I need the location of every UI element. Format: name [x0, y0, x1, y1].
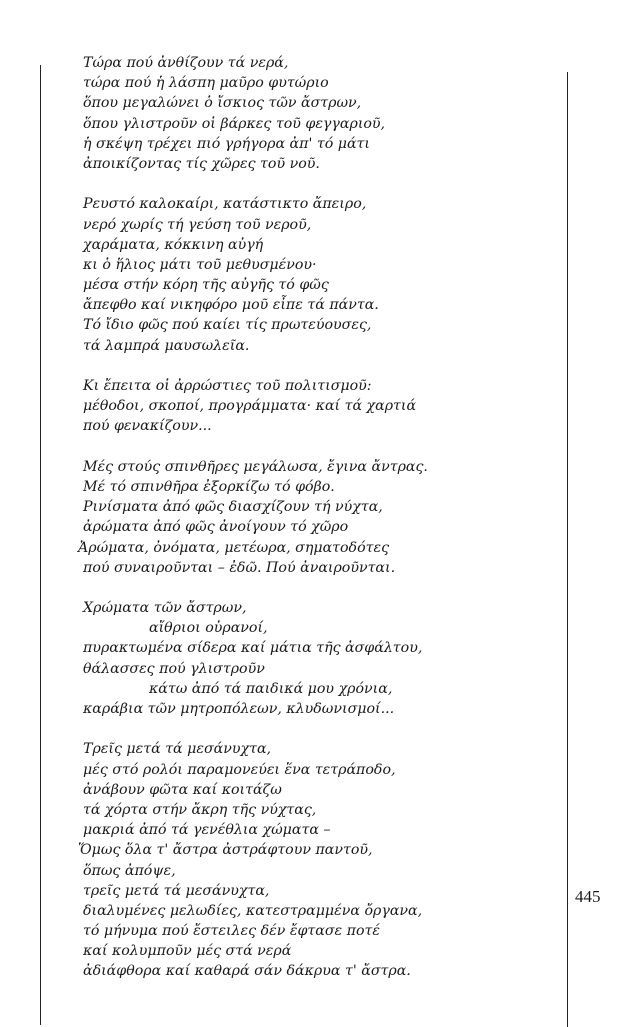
poem-line: Κι ἔπειτα οἱ ἀρρώστιες τοῦ πολιτισμοῦ: [83, 378, 372, 394]
poem-line: μές στό ρολόι παραμονεύει ἕνα τετράποδο, [83, 761, 396, 778]
poem-line: νερό χωρίς τή γεύση τοῦ νεροῦ, [83, 216, 312, 233]
poem-line: τρεῖς μετά τά μεσάνυχτα, [83, 882, 270, 899]
poem-line: ἄπεφθο καί νικηφόρο μοῦ εἶπε τά πάντα. [83, 297, 379, 314]
poem-line: πυρακτωμένα σίδερα καί μάτια τῆς ἀσφάλτου, [83, 640, 423, 657]
stanza-gap [83, 437, 553, 457]
poem-line: κάτω ἀπό τά παιδικά μου χρόνια, [149, 680, 393, 697]
poem-line: ἀδιάφθορα καί καθαρά σάν δάκρυα τ' ἄστρα. [83, 963, 411, 980]
poem-line: πού φενακίζουν... [83, 418, 212, 435]
poem-line: Ὅμως ὅλα τ' ἄστρα ἀστράφτουν παντοῦ, [78, 842, 373, 859]
poem-line: μακριά ἀπό τά γενέθλια χώματα – [83, 822, 331, 839]
poem-line: ὅπως ἀπόψε, [83, 862, 176, 879]
poem-line: Τώρα πού ἀνθίζουν τά νερά, [83, 55, 289, 71]
poem-line: Χρώματα τῶν ἄστρων, [83, 600, 247, 617]
poem-line: Τό ἴδιο φῶς πού καίει τίς πρωτεύουσες, [83, 317, 372, 334]
poem-line: καράβια τῶν μητροπόλεων, κλυδωνισμοί... [83, 701, 395, 717]
stanza [83, 598, 553, 719]
poem-line: Τρεῖς μετά τά μεσάνυχτα, [83, 741, 272, 758]
poem-line: Μές στούς σπινθῆρες μεγάλωσα, ἔγινα ἄντρας. [83, 458, 428, 475]
poem-body [78, 53, 553, 982]
poem-line: διαλυμένες μελωδίες, κατεστραμμένα ὄργανα, [83, 902, 423, 919]
poem-line: Ἀρώματα, ὀνόματα, μετέωρα, σηματοδότες [78, 539, 390, 556]
page-number: 445 [575, 887, 601, 906]
poem-line: Ρευστό καλοκαίρι, κατάστικτο ἄπειρο, [83, 196, 367, 213]
stanza-gap [83, 719, 553, 739]
poem-line: τό μήνυμα πού ἔστειλες δέν ἔφτασε ποτέ [83, 923, 380, 940]
poem-line: αἴθριοι οὐρανοί, [149, 620, 268, 637]
right-margin-rule [567, 72, 568, 1027]
poem-line: Ρινίσματα ἀπό φῶς διασχίζουν τή νύχτα, [83, 499, 383, 516]
stanza-gap [83, 578, 553, 598]
poem-line: ὅπου μεγαλώνει ὁ ἴσκιος τῶν ἄστρων, [83, 95, 362, 112]
left-margin-rule [40, 65, 41, 1025]
poem-line: μέθοδοι, σκοποί, προγράμματα· καί τά χαρτιά [83, 398, 417, 415]
stanza-gap [83, 174, 553, 194]
poem-line: καί κολυμποῦν μές στά νερά [83, 943, 292, 960]
poem-line: ὅπου γλιστροῦν οἱ βάρκες τοῦ φεγγαριοῦ, [83, 115, 386, 132]
stanza-gap [83, 356, 553, 376]
poem-line: ἀρώματα ἀπό φῶς ἀνοίγουν τό χῶρο [83, 519, 349, 536]
poem-line: τά χόρτα στήν ἄκρη τῆς νύχτας, [83, 801, 317, 818]
poem-line: ἀνάβουν φῶτα καί κοιτάζω [83, 781, 282, 798]
stanza [78, 739, 553, 981]
poem-line: ἡ σκέψη τρέχει πιό γρήγορα ἀπ' τό μάτι [83, 135, 370, 152]
poem-line: χαράματα, κόκκινη αὐγή [83, 236, 264, 253]
poem-line: τά λαμπρά μαυσωλεῖα. [83, 337, 250, 354]
stanza [78, 457, 553, 578]
poem-line: ἀποικίζοντας τίς χῶρες τοῦ νοῦ. [83, 155, 320, 172]
poem-line: τώρα πού ἡ λάσπη μαῦρο φυτώριο [83, 75, 329, 92]
stanza [83, 53, 553, 174]
poem-line: πού συναιροῦνται – ἐδῶ. Πού ἀναιροῦνται. [83, 559, 396, 576]
poem-line: θάλασσες πού γλιστροῦν [83, 660, 265, 677]
poem-line: μέσα στήν κόρη τῆς αὐγῆς τό φῶς [83, 277, 329, 294]
stanza [83, 376, 553, 437]
stanza [83, 194, 553, 356]
poem-line: Μέ τό σπινθῆρα ἐξορκίζω τό φόβο. [83, 478, 335, 495]
poem-line: κι ὁ ἥλιος μάτι τοῦ μεθυσμένου· [83, 256, 317, 273]
